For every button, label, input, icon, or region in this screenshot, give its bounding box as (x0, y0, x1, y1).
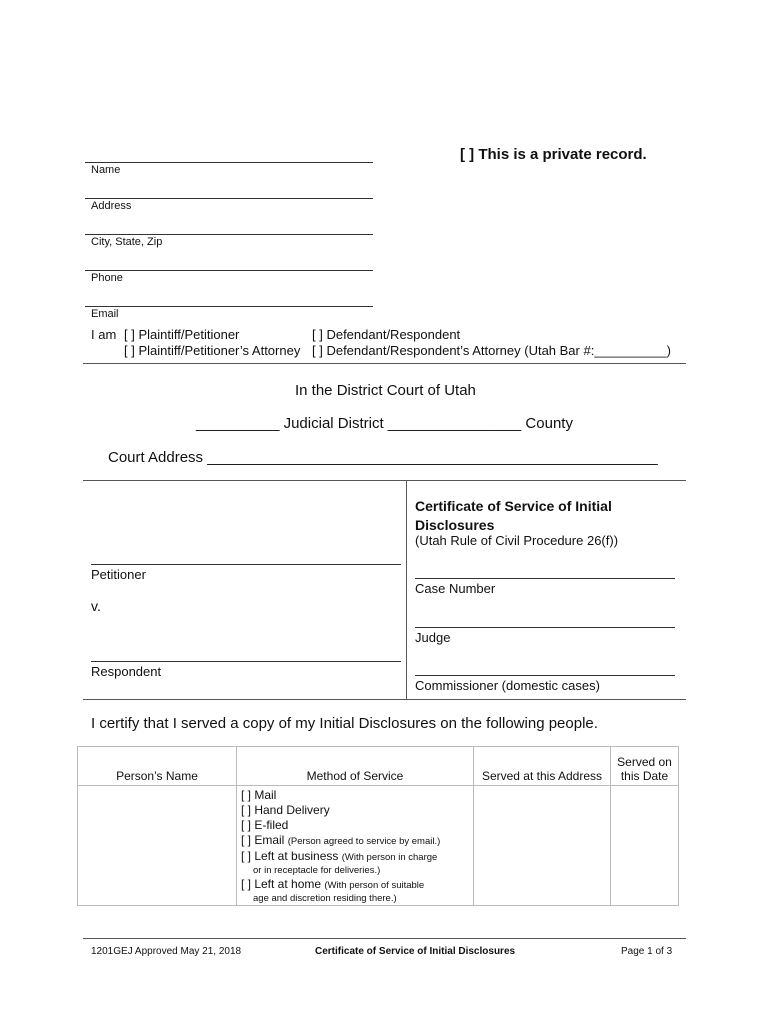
private-record-checkbox-label[interactable]: [ ] This is a private record. (460, 146, 647, 163)
served-at-address-header: Served at this Address (474, 747, 611, 786)
footer-form-id: 1201GEJ Approved May 21, 2018 (91, 946, 242, 957)
method-of-service-header: Method of Service (237, 747, 474, 786)
footer-title: Certificate of Service of Initial Disclosures (315, 946, 516, 957)
caption-bottom-border (83, 699, 686, 700)
method-business-note: (With person in charge (341, 852, 438, 863)
city-state-zip-field-line[interactable] (85, 234, 373, 235)
judge-field-line[interactable] (415, 627, 675, 628)
method-business-label: [ ] Left at business (241, 849, 339, 863)
table-row (78, 786, 679, 906)
method-email-label: [ ] Email (241, 833, 285, 847)
method-business-note-continued: or in receptacle for deliveries.) (253, 865, 381, 876)
document-rule: (Utah Rule of Civil Procedure 26(f)) (415, 533, 619, 548)
respondent-label: Respondent (91, 664, 162, 679)
address-field-line[interactable] (85, 198, 373, 199)
court-name: In the District Court of Utah (295, 382, 476, 399)
case-number-label: Case Number (415, 581, 496, 596)
method-of-service-cell (237, 786, 474, 906)
phone-field-line[interactable] (85, 270, 373, 271)
service-table (77, 746, 679, 906)
commissioner-field-line[interactable] (415, 675, 675, 676)
address-label: Address (91, 200, 132, 212)
judge-label: Judge (415, 630, 451, 645)
persons-name-cell[interactable] (78, 786, 237, 906)
defendant-respondent-option[interactable]: [ ] Defendant/Respondent (312, 327, 461, 342)
court-address-line[interactable]: Court Address ______________________________________________________ (108, 449, 658, 466)
service-table-header-row (78, 747, 679, 786)
served-at-address-cell[interactable] (474, 786, 611, 906)
defendant-attorney-option[interactable]: [ ] Defendant/Respondent’s Attorney (Utah Bar #:__________) (312, 343, 671, 358)
email-label: Email (91, 308, 119, 320)
caption-vertical-divider (406, 480, 407, 699)
footer-divider (83, 938, 686, 939)
method-email-option[interactable] (241, 833, 473, 849)
commissioner-label: Commissioner (domestic cases) (415, 678, 600, 693)
method-home-note: (With person of suitable (324, 880, 425, 891)
method-mail-option[interactable]: [ ] Mail (241, 788, 277, 802)
petitioner-label: Petitioner (91, 567, 146, 582)
phone-label: Phone (91, 272, 123, 284)
method-hand-delivery-option[interactable]: [ ] Hand Delivery (241, 803, 330, 817)
method-email-note: (Person agreed to service by email.) (287, 836, 441, 847)
footer-page-number: Page 1 of 3 (621, 946, 673, 957)
plaintiff-petitioner-option[interactable]: [ ] Plaintiff/Petitioner (124, 327, 240, 342)
header-divider (83, 363, 686, 364)
served-on-date-header: Served on this Date (611, 747, 679, 786)
case-number-field-line[interactable] (415, 578, 675, 579)
method-business-option[interactable] (241, 849, 473, 865)
i-am-label: I am (91, 327, 117, 342)
document-title: Certificate of Service of Initial Disclosures (415, 498, 612, 533)
served-on-date-cell[interactable] (611, 786, 679, 906)
persons-name-header: Person’s Name (78, 747, 237, 786)
name-label: Name (91, 164, 121, 176)
method-home-note-continued: age and discretion residing there.) (253, 893, 397, 904)
versus-label: v. (91, 598, 101, 614)
method-home-label: [ ] Left at home (241, 877, 322, 891)
method-efiled-option[interactable]: [ ] E-filed (241, 818, 289, 832)
method-home-option[interactable] (241, 877, 473, 893)
certify-statement: I certify that I served a copy of my Initial Disclosures on the following people. (91, 715, 598, 732)
judicial-district-county-line[interactable]: __________ Judicial District ________________ County (196, 415, 573, 432)
respondent-field-line[interactable] (91, 661, 401, 662)
city-state-zip-label: City, State, Zip (91, 236, 163, 248)
name-field-line[interactable] (85, 162, 373, 163)
caption-top-border (83, 480, 686, 481)
petitioner-field-line[interactable] (91, 564, 401, 565)
email-field-line[interactable] (85, 306, 373, 307)
plaintiff-attorney-option[interactable]: [ ] Plaintiff/Petitioner’s Attorney (124, 343, 301, 358)
